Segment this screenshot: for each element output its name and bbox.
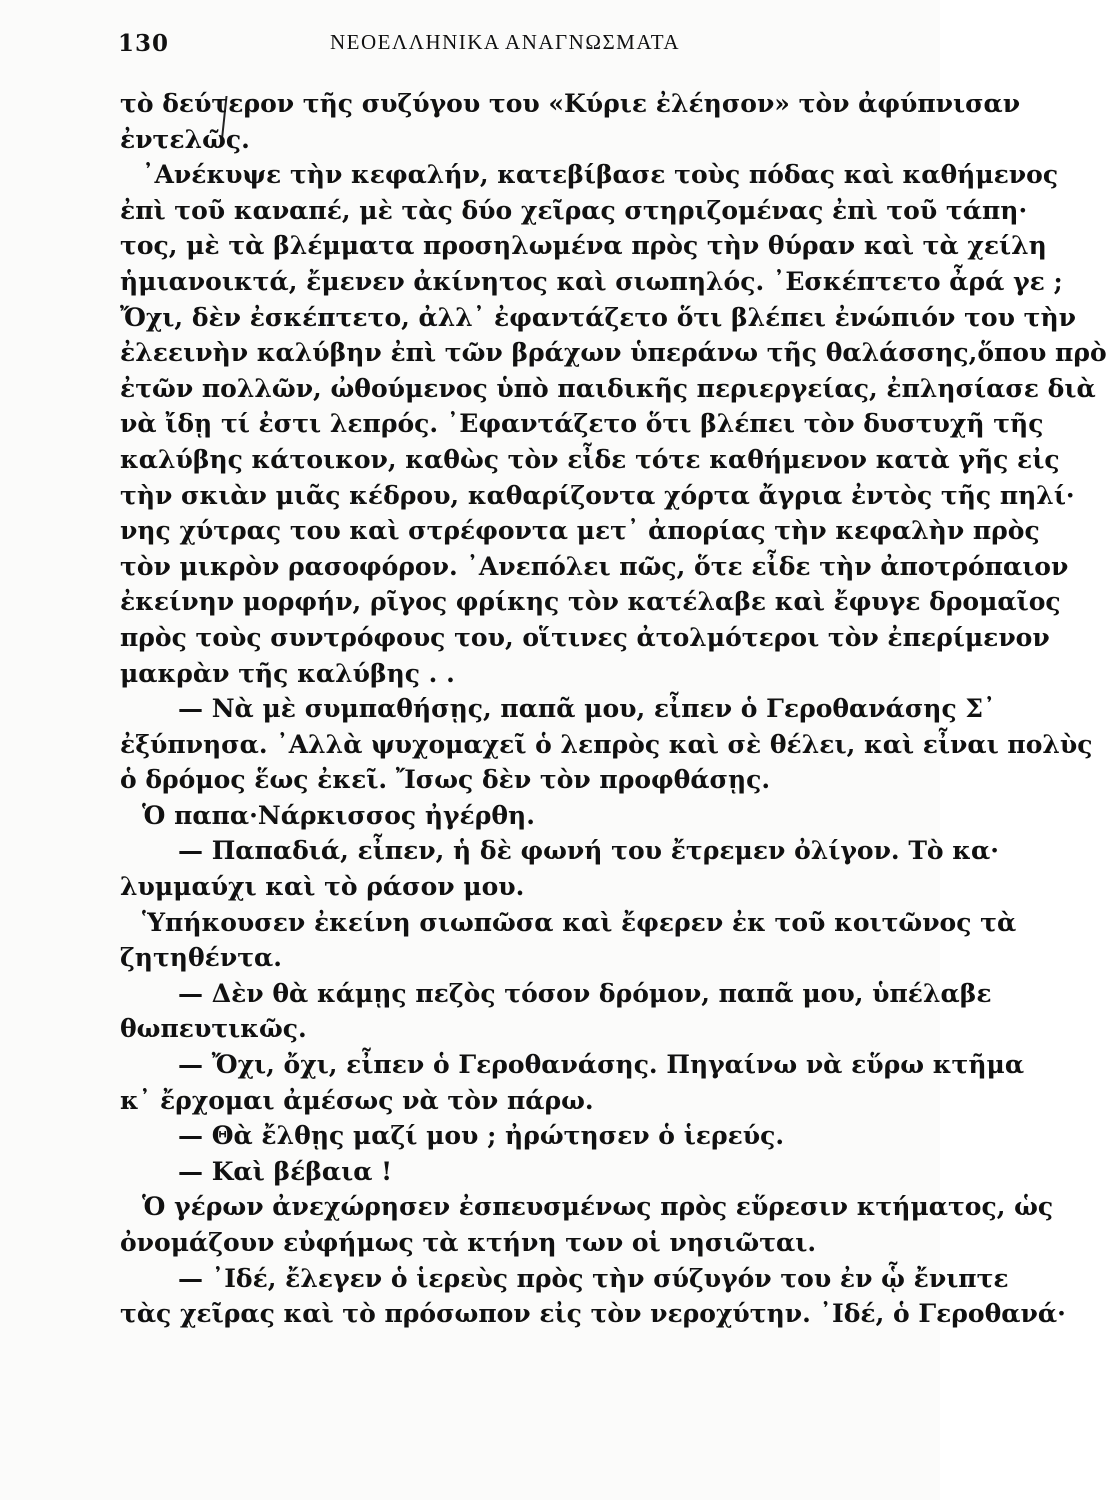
text-line: — Παπαδιά, εἶπεν, ἡ δὲ φωνή του ἔτρεμεν ὀλίγον. Τὸ κα· [178,836,999,866]
text-line: Ὁ παπα·Νάρκισσος ἠγέρθη. [142,800,535,830]
text-line: ᾿Ανέκυψε τὴν κεφαλήν, κατεβίβασε τοὺς πόδας καὶ καθήμενος [142,160,1059,190]
text-line: ἡμιανοικτά, ἔμενεν ἀκίνητος καὶ σιωπηλός. ᾿Εσκέπτετο ἆρά γε ; [120,266,1063,296]
text-line: τὰς χεῖρας καὶ τὸ πρόσωπον εἰς τὸν νεροχύτην. ᾿Ιδέ, ὁ Γεροθανά· [120,1299,1066,1329]
text-line: μακρὰν τῆς καλύβης . . [120,658,455,688]
text-line: ἐπὶ τοῦ καναπέ, μὲ τὰς δύο χεῖρας στηριζομένας ἐπὶ τοῦ τάπη· [120,195,1028,225]
text-line: τὸν μικρὸν ρασοφόρον. ᾿Ανεπόλει πῶς, ὅτε εἶδε τὴν ἀποτρόπαιον [120,551,1069,581]
running-header: ΝΕΟΕΛΛΗΝΙΚΑ ΑΝΑΓΝΩΣΜΑΤΑ [330,30,681,54]
text-line: τος, μὲ τὰ βλέμματα προσηλωμένα πρὸς τὴν θύραν καὶ τὰ χείλη [120,231,1047,261]
text-line: θωπευτικῶς. [120,1014,307,1044]
text-line: ζητηθέντα. [120,943,282,973]
text-line: ἐκείνην μορφήν, ρῖγος φρίκης τὸν κατέλαβε καὶ ἔφυγε δρομαῖος [120,587,1061,617]
text-line: Ὄχι, δὲν ἐσκέπτετο, ἀλλ᾿ ἐφαντάζετο ὅτι βλέπει ἐνώπιόν του τὴν [120,302,1076,332]
page-number: 130 [118,30,170,57]
text-line: — Νὰ μὲ συμπαθήσῃς, παπᾶ μου, εἶπεν ὁ Γεροθανάσης Σ᾿ [178,694,996,724]
text-line: — Ὄχι, ὄχι, εἶπεν ὁ Γεροθανάσης. Πηγαίνω νὰ εὕρω κτῆμα [178,1050,1025,1080]
body-text [120,86,1107,1332]
text-line: τὸ δεύτερον τῆς συζύγου του «Κύριε ἐλέησον» τὸν ἀφύπνισαν [120,89,1021,118]
text-line: νὰ ἴδῃ τί ἐστι λεπρός. ᾿Εφαντάζετο ὅτι βλέπει τὸν δυστυχῆ τῆς [120,409,1044,439]
text-line: λυμμαύχι καὶ τὸ ράσον μου. [120,872,525,902]
text-line: πρὸς τοὺς συντρόφους του, οἵτινες ἀτολμότεροι τὸν ἐπερίμενον [120,622,1050,652]
text-line: ἐντελῶς. [120,124,250,154]
text-line: Ὁ γέρων ἀνεχώρησεν ἐσπευσμένως πρὸς εὕρεσιν κτήματος, ὡς [142,1192,1054,1222]
text-line: ἐτῶν πολλῶν, ὠθούμενος ὑπὸ παιδικῆς περιεργείας, ἐπλησίασε διὰ [120,373,1096,403]
text-line: ἐλεεινὴν καλύβην ἐπὶ τῶν βράχων ὑπεράνω τῆς θαλάσσης,ὅπου πρὸ [120,338,1107,368]
text-line: ἐξύπνησα. ᾿Αλλὰ ψυχομαχεῖ ὁ λεπρὸς καὶ σὲ θέλει, καὶ εἶναι πολὺς [120,729,1093,759]
text-line: καλύβης κάτοικον, καθὼς τὸν εἶδε τότε καθήμενον κατὰ γῆς εἰς [120,444,1060,474]
text-line: ὁ δρόμος ἕως ἐκεῖ. Ἴσως δὲν τὸν προφθάσῃς. [120,765,771,795]
text-line: ὀνομάζουν εὐφήμως τὰ κτήνη των οἱ νησιῶται. [120,1228,817,1257]
text-line: Ὑπήκουσεν ἐκείνη σιωπῶσα καὶ ἔφερεν ἐκ τοῦ κοιτῶνος τὰ [142,907,1017,937]
text-line: κ᾿ ἔρχομαι ἀμέσως νὰ τὸν πάρω. [120,1085,594,1115]
text-line: — Δὲν θὰ κάμῃς πεζὸς τόσον δρόμον, παπᾶ μου, ὑπέλαβε [178,978,992,1008]
text-line: νης χύτρας του καὶ στρέφοντα μετ᾿ ἀπορίας τὴν κεφαλὴν πρὸς [120,516,1040,546]
text-line: τὴν σκιὰν μιᾶς κέδρου, καθαρίζοντα χόρτα ἄγρια ἐντὸς τῆς πηλί· [120,480,1075,510]
text-line: — ᾿Ιδέ, ἔλεγεν ὁ ἱερεὺς πρὸς τὴν σύζυγόν του ἐν ᾧ ἔνιπτε [178,1263,1009,1293]
text-line: — Θὰ ἔλθῃς μαζί μου ; ἠρώτησεν ὁ ἱερεύς. [178,1121,785,1151]
text-line: — Καὶ βέβαια ! [178,1156,393,1186]
